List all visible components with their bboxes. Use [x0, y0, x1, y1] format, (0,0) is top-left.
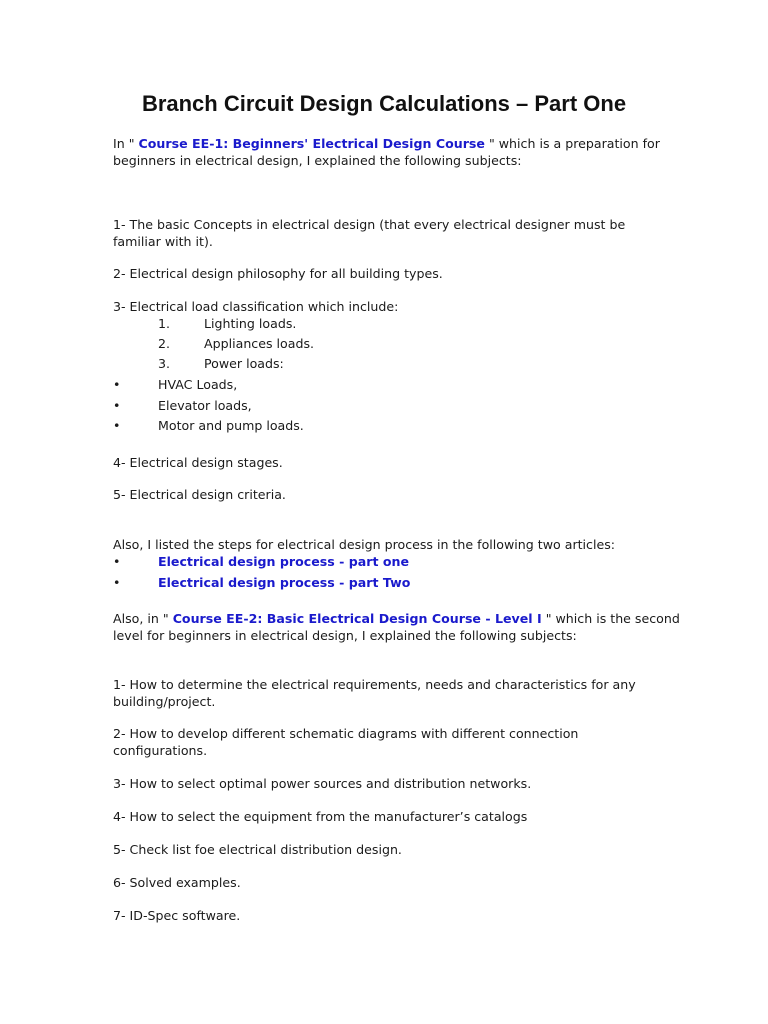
subject1-item-5: 5- Electrical design criteria. [113, 487, 286, 502]
subject2-item-7: 7- ID-Spec software. [113, 908, 241, 923]
subject2-item-2-line1: 2- How to develop different schematic diagrams with different connection [113, 726, 579, 741]
intro-suffix: " which is a preparation for [488, 136, 660, 151]
subject1-item-2: 2- Electrical design philosophy for all building types. [113, 266, 443, 281]
also-articles-paragraph: Also, I listed the steps for electrical design process in the following two articles: [113, 537, 616, 552]
subject2-item-6: 6- Solved examples. [113, 875, 241, 890]
bullet-icon: • [113, 554, 121, 569]
subject2-item-2 [113, 726, 653, 759]
intro-line-1 [113, 136, 660, 153]
subject2-item-1-line1: 1- How to determine the electrical requirements, needs and characteristics for any [113, 677, 636, 692]
page-title: Branch Circuit Design Calculations – Part One [141, 91, 627, 116]
subject1-item-1-line1: 1- The basic Concepts in electrical design (that every electrical designer must be [113, 217, 626, 232]
numbered-item: Lighting loads. [204, 316, 297, 331]
subject1-item-4: 4- Electrical design stages. [113, 455, 283, 470]
intro-prefix: In " [113, 136, 135, 151]
bullet-icon: • [113, 418, 121, 433]
bullet-icon: • [113, 377, 121, 392]
subject1-item-3: 3- Electrical load classification which include: [113, 299, 399, 314]
course-ee2-link[interactable]: Course EE-2: Basic Electrical Design Course - Level I [172, 611, 542, 626]
bullet-icon: • [113, 398, 121, 413]
subject1-item-1-line2: familiar with it). [113, 233, 213, 249]
numbered-marker: 3. [158, 356, 171, 371]
numbered-marker: 1. [158, 316, 171, 331]
bullet-item: Motor and pump loads. [158, 418, 304, 433]
intro-line-2: beginners in electrical design, I explained the following subjects: [113, 152, 522, 168]
numbered-marker: 2. [158, 336, 171, 351]
subject2-item-3: 3- How to select optimal power sources and distribution networks. [113, 776, 532, 791]
subject2-item-4: 4- How to select the equipment from the manufacturer’s catalogs [113, 809, 528, 824]
bullet-icon: • [113, 575, 121, 590]
course2-line-1 [113, 611, 680, 628]
numbered-item: Power loads: [204, 356, 284, 371]
course2-paragraph [113, 611, 680, 644]
subject2-item-1 [113, 677, 653, 710]
subject2-item-1-line2: building/project. [113, 693, 216, 709]
bullet-item: Elevator loads, [158, 398, 252, 413]
intro-paragraph [113, 136, 660, 169]
subject2-item-5: 5- Check list foe electrical distribution design. [113, 842, 402, 857]
bullet-item: HVAC Loads, [158, 377, 238, 392]
subject2-item-2-line2: configurations. [113, 742, 208, 758]
numbered-item: Appliances loads. [204, 336, 315, 351]
subject1-item-1 [113, 217, 653, 250]
course2-line-2: level for beginners in electrical design, I explained the following subjects: [113, 627, 577, 643]
design-process-part-two-link[interactable]: Electrical design process - part Two [158, 575, 411, 590]
course-ee1-link[interactable]: Course EE-1: Beginners' Electrical Design Course [138, 136, 485, 151]
design-process-part-one-link[interactable]: Electrical design process - part one [158, 554, 410, 569]
course2-prefix: Also, in " [113, 611, 169, 626]
course2-suffix: " which is the second [545, 611, 680, 626]
